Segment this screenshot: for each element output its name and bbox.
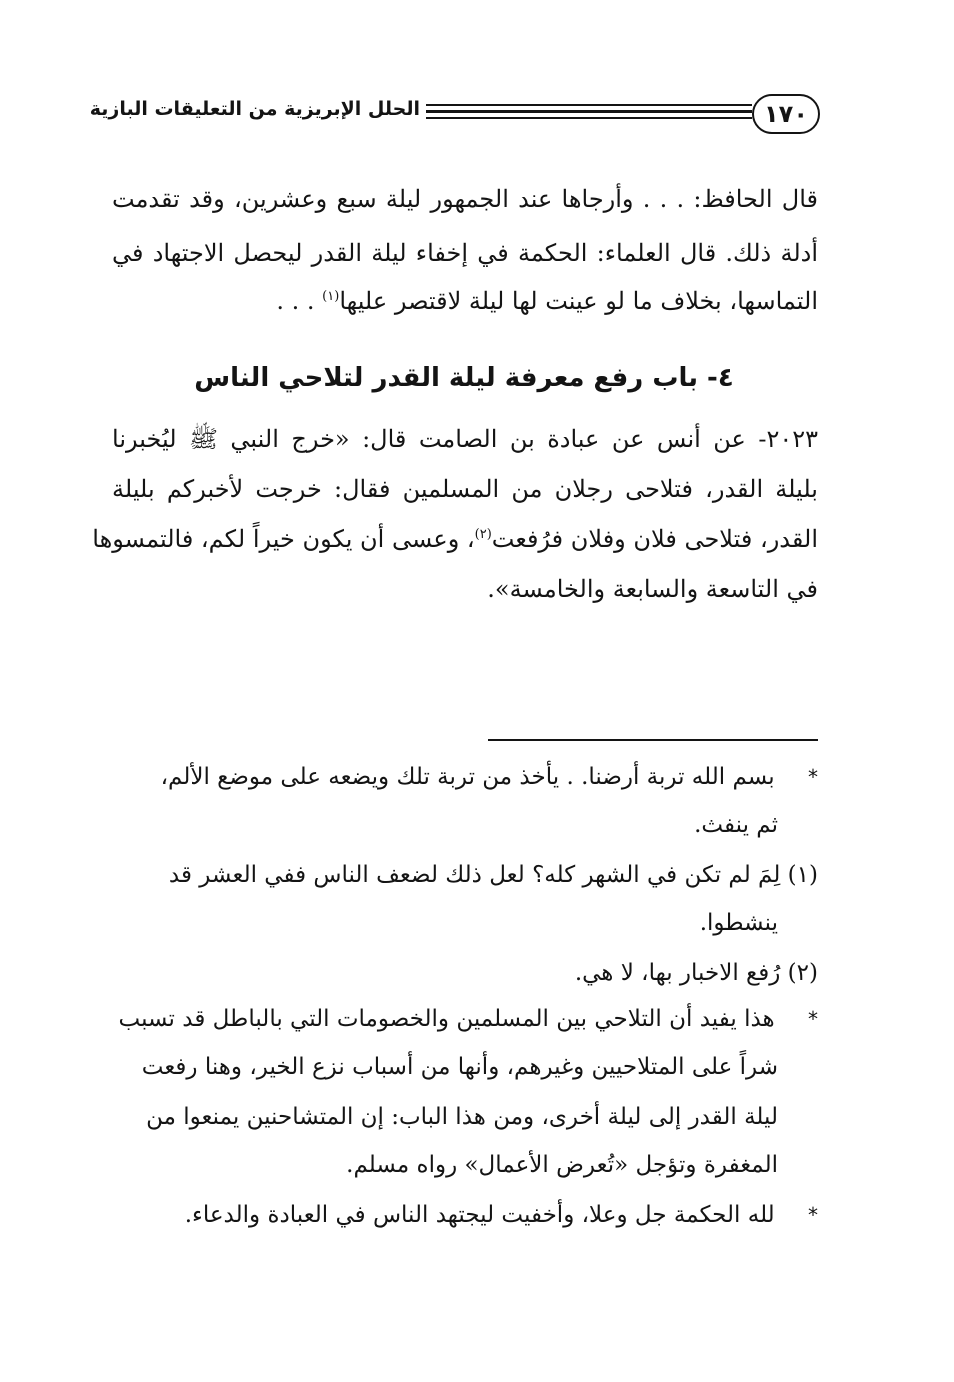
header-rule bbox=[426, 104, 752, 122]
intro-line: قال الحافظ: . . . وأرجاها عند الجمهور ليلة سبع وعشرين، وقد تقدمت bbox=[112, 185, 818, 213]
footnote-marker-1: (١) bbox=[787, 862, 818, 888]
footnote-text: هذا يفيد أن التلاحي بين المسلمين والخصومات التي بالباطل قد تسبب bbox=[118, 1006, 775, 1032]
hadith-line: في التاسعة والسابعة والخامسة». bbox=[487, 575, 818, 603]
hadith-text: ، وعسى أن يكون خيراً لكم، فالتمسوها bbox=[92, 525, 475, 553]
hadith-line bbox=[92, 524, 818, 554]
footnote-ref-1: (١) bbox=[322, 289, 340, 304]
footnote-text: ثم ينفث. bbox=[694, 812, 778, 838]
star-marker: * bbox=[808, 1007, 818, 1031]
footnote-separator bbox=[488, 739, 818, 741]
footnote-text: المغفرة وتؤجل «تُعرض الأعمال» رواه مسلم. bbox=[346, 1152, 778, 1178]
footnote-1 bbox=[112, 860, 818, 890]
footnote-text: لِمَ لم تكن في الشهر كله؟ لعل ذلك لضعف الناس ففي العشر قد bbox=[168, 862, 781, 888]
star-marker: * bbox=[808, 1203, 818, 1227]
footnote-text: شراً على المتلاحيين وغيرهم، وأنها من أسباب نزع الخير، وهنا رفعت bbox=[141, 1054, 778, 1080]
hadith-line: بليلة القدر، فتلاحى رجلان من المسلمين فقال: خرجت لأخبركم بليلة bbox=[112, 475, 818, 503]
footnote-text: ينشطوا. bbox=[699, 910, 778, 936]
star-marker: * bbox=[808, 765, 818, 789]
intro-line: أدلة ذلك. قال العلماء: الحكمة في إخفاء ليلة القدر ليحصل الاجتهاد في bbox=[112, 239, 818, 267]
hadith-text: القدر، فتلاحى فلان وفلان فرُفعت bbox=[491, 525, 818, 553]
footnote-text: رُفع الاخبار بها، لا هي. bbox=[574, 960, 781, 986]
footnote-text: بسم الله تربة أرضنا. . يأخذ من تربة تلك ويضعه على موضع الألم، bbox=[160, 764, 775, 790]
footnote-2 bbox=[112, 958, 818, 988]
footnote-text: ليلة القدر إلى ليلة أخرى، ومن هذا الباب: إن المتشاحنين يمنعوا من bbox=[146, 1104, 778, 1130]
footnote-note-b bbox=[112, 1004, 818, 1034]
intro-ellipsis: . . . bbox=[276, 287, 315, 315]
intro-text: التماسها، بخلاف ما لو عينت لها ليلة لاقتصر عليها bbox=[339, 287, 818, 315]
book-title: الحلل الإبريزية من التعليقات البازية bbox=[89, 98, 420, 120]
hadith-line: ٢٠٢٣- عن أنس عن عبادة بن الصامت قال: «خرج النبي ﷺ ليُخبرنا bbox=[112, 425, 818, 453]
page-number: ١٧٠ bbox=[752, 94, 820, 134]
footnote-text: لله الحكمة جل وعلا، وأخفيت ليجتهد الناس في العبادة والدعاء. bbox=[184, 1202, 775, 1228]
footnote-marker-2: (٢) bbox=[787, 960, 818, 986]
intro-line-last bbox=[112, 286, 818, 316]
footnote-note-a bbox=[112, 762, 818, 792]
chapter-title: ٤- باب رفع معرفة ليلة القدر لتلاحي الناس bbox=[194, 363, 734, 393]
footnote-ref-2: (٢) bbox=[474, 527, 492, 542]
page-header bbox=[89, 92, 820, 140]
footnote-note-c bbox=[112, 1200, 818, 1230]
